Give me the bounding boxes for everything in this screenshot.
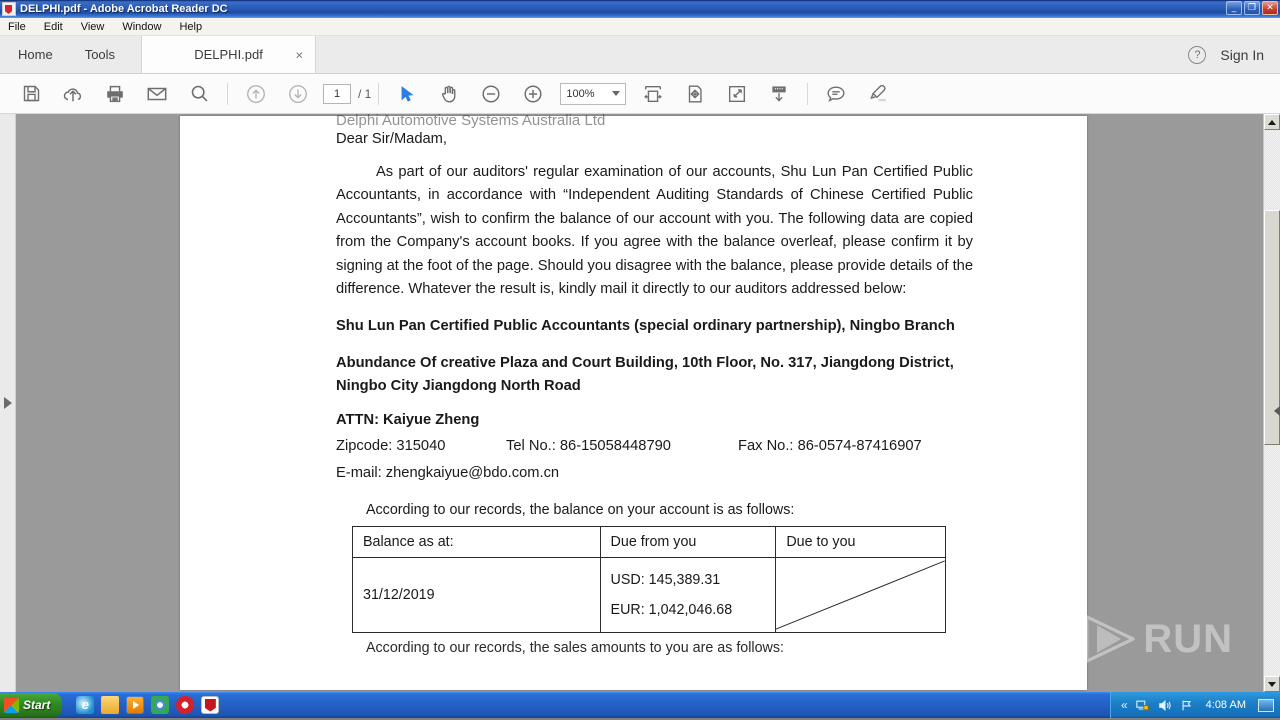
window-controls <box>1226 1 1278 15</box>
sign-in-button[interactable]: Sign In <box>1220 46 1264 63</box>
toolbar-separator-3 <box>807 83 808 105</box>
menu-window[interactable]: Window <box>122 20 162 33</box>
save-icon[interactable] <box>10 76 52 112</box>
window-titlebar <box>0 0 1280 18</box>
toolbar-separator-2 <box>378 83 379 105</box>
flag-icon[interactable] <box>1180 699 1194 712</box>
scroll-down-button[interactable] <box>1264 676 1280 692</box>
scroll-up-button[interactable] <box>1264 114 1280 130</box>
balance-table <box>352 526 946 633</box>
table-header-row <box>353 527 946 558</box>
table-after-text: According to our records, the sales amounts to you are as follows: <box>366 640 784 657</box>
toolbar-separator <box>227 83 228 105</box>
zoom-out-icon[interactable] <box>470 76 512 112</box>
toolbar <box>0 74 1280 114</box>
email-value: E-mail: zhengkaiyue@bdo.com.cn <box>336 465 560 482</box>
system-tray <box>1110 692 1280 718</box>
fit-page-icon[interactable] <box>674 76 716 112</box>
hand-tool-icon[interactable] <box>428 76 470 112</box>
pdf-page <box>180 112 1087 690</box>
table-header-due-to-you: Due to you <box>776 527 946 558</box>
page-down-icon[interactable] <box>277 76 319 112</box>
menu-view[interactable]: View <box>80 20 105 33</box>
table-intro-text: According to our records, the balance on your account is as follows: <box>366 502 795 519</box>
volume-icon[interactable] <box>1158 699 1172 712</box>
tab-document-label: DELPHI.pdf <box>194 47 263 62</box>
auditor-name: Shu Lun Pan Certified Public Accountants (special ordinary partnership), Ningbo Branch <box>336 318 955 335</box>
tel-value: Tel No.: 86-15058448790 <box>506 438 671 455</box>
start-label: Start <box>23 698 51 712</box>
vertical-scrollbar[interactable] <box>1263 114 1280 692</box>
navigation-pane-toggle[interactable] <box>0 114 16 692</box>
cell-balance-date: 31/12/2019 <box>353 558 601 633</box>
document-view-area <box>0 114 1280 692</box>
upload-cloud-icon[interactable] <box>52 76 94 112</box>
select-cursor-icon[interactable] <box>386 76 428 112</box>
network-security-icon[interactable] <box>1136 699 1150 712</box>
highlight-icon[interactable] <box>857 76 899 112</box>
window-title: DELPHI.pdf - Adobe Acrobat Reader DC <box>20 3 228 15</box>
play-triangle-logo <box>1081 614 1137 664</box>
opera-icon[interactable] <box>176 696 194 714</box>
tray-expand-icon[interactable]: « <box>1120 698 1128 712</box>
diagonal-strike-icon <box>776 558 945 632</box>
tabstrip-right-group <box>1188 36 1280 73</box>
table-header-due-from-you: Due from you <box>600 527 776 558</box>
print-icon[interactable] <box>94 76 136 112</box>
chevron-right-icon <box>4 397 12 409</box>
salutation: Dear Sir/Madam, <box>336 131 448 147</box>
show-desktop-icon[interactable] <box>1258 699 1274 712</box>
amount-usd: USD: 145,389.31 <box>610 572 721 589</box>
cell-due-to-you <box>776 558 946 633</box>
scroll-mode-icon[interactable] <box>758 76 800 112</box>
start-button[interactable] <box>0 693 62 717</box>
zipcode-value: Zipcode: 315040 <box>336 438 446 455</box>
menubar <box>0 18 1280 36</box>
zoom-level-dropdown[interactable] <box>560 83 626 105</box>
scroll-position-marker-icon <box>1274 406 1280 416</box>
chrome-icon[interactable] <box>151 696 169 714</box>
menu-file[interactable]: File <box>8 20 26 33</box>
folder-icon[interactable] <box>101 696 119 714</box>
tab-home[interactable]: Home <box>18 47 53 62</box>
clipped-header-line: Delphi Automotive Systems Australia Ltd <box>336 112 606 129</box>
fax-value: Fax No.: 86-0574-87416907 <box>738 438 922 455</box>
fit-width-icon[interactable] <box>632 76 674 112</box>
restore-button[interactable]: ❐ <box>1244 1 1260 15</box>
attn-line: ATTN: Kaiyue Zheng <box>336 412 480 429</box>
pdf-viewport[interactable] <box>16 114 1263 692</box>
zoom-in-icon[interactable] <box>512 76 554 112</box>
comment-icon[interactable] <box>815 76 857 112</box>
pdf-document-icon <box>2 2 16 16</box>
close-icon[interactable]: × <box>295 47 304 62</box>
windows-logo-icon <box>4 698 19 713</box>
zoom-level-value: 100% <box>566 87 595 100</box>
tab-strip <box>0 36 1280 74</box>
amount-eur: EUR: 1,042,046.68 <box>610 602 733 619</box>
taskbar <box>0 692 1280 718</box>
minimize-button[interactable]: _ <box>1226 1 1242 15</box>
quick-launch-bar <box>68 696 219 714</box>
adobe-acrobat-icon[interactable] <box>201 696 219 714</box>
page-total-label: / 1 <box>358 86 372 101</box>
table-header-balance-as-at: Balance as at: <box>353 527 601 558</box>
cell-due-from-you <box>600 558 776 633</box>
table-row <box>353 558 946 633</box>
document-content <box>336 112 973 657</box>
tab-document[interactable] <box>141 36 316 73</box>
menu-edit[interactable]: Edit <box>43 20 63 33</box>
chevron-down-icon <box>612 91 620 96</box>
body-paragraph: As part of our auditors' regular examination of our accounts, Shu Lun Pan Certified Public Accountants, in accordance with “Independent Auditing Standards of Chinese Certified Public Accountants”, wish to confirm the balance of our account with you. The following data are copied from the Company's account books. If you agree with the balance overleaf, please confirm it by signing at the foot of the page. Should you disagree with the balance, please provide details of the difference. Whatever the result is, kindly mail it directly to our auditors addressed below: <box>336 164 973 298</box>
menu-help[interactable]: Help <box>179 20 203 33</box>
windows-media-player-icon[interactable] <box>126 696 144 714</box>
internet-explorer-icon[interactable] <box>76 696 94 714</box>
close-button[interactable]: ✕ <box>1262 1 1278 15</box>
contact-line <box>336 438 973 454</box>
help-icon[interactable]: ? <box>1188 46 1206 64</box>
search-icon[interactable] <box>178 76 220 112</box>
fullscreen-icon[interactable] <box>716 76 758 112</box>
tab-tools[interactable]: Tools <box>84 47 116 62</box>
page-up-icon[interactable] <box>235 76 277 112</box>
auditor-address: Abundance Of creative Plaza and Court Building, 10th Floor, No. 317, Jiangdong District, Ningbo City Jiangdong North Road <box>336 355 954 395</box>
email-icon[interactable] <box>136 76 178 112</box>
watermark-text-left: ANY <box>987 616 1076 661</box>
clock[interactable]: 4:08 AM <box>1205 699 1246 711</box>
watermark-text-right: RUN <box>1143 616 1233 661</box>
page-number-input[interactable]: 1 <box>323 84 351 104</box>
